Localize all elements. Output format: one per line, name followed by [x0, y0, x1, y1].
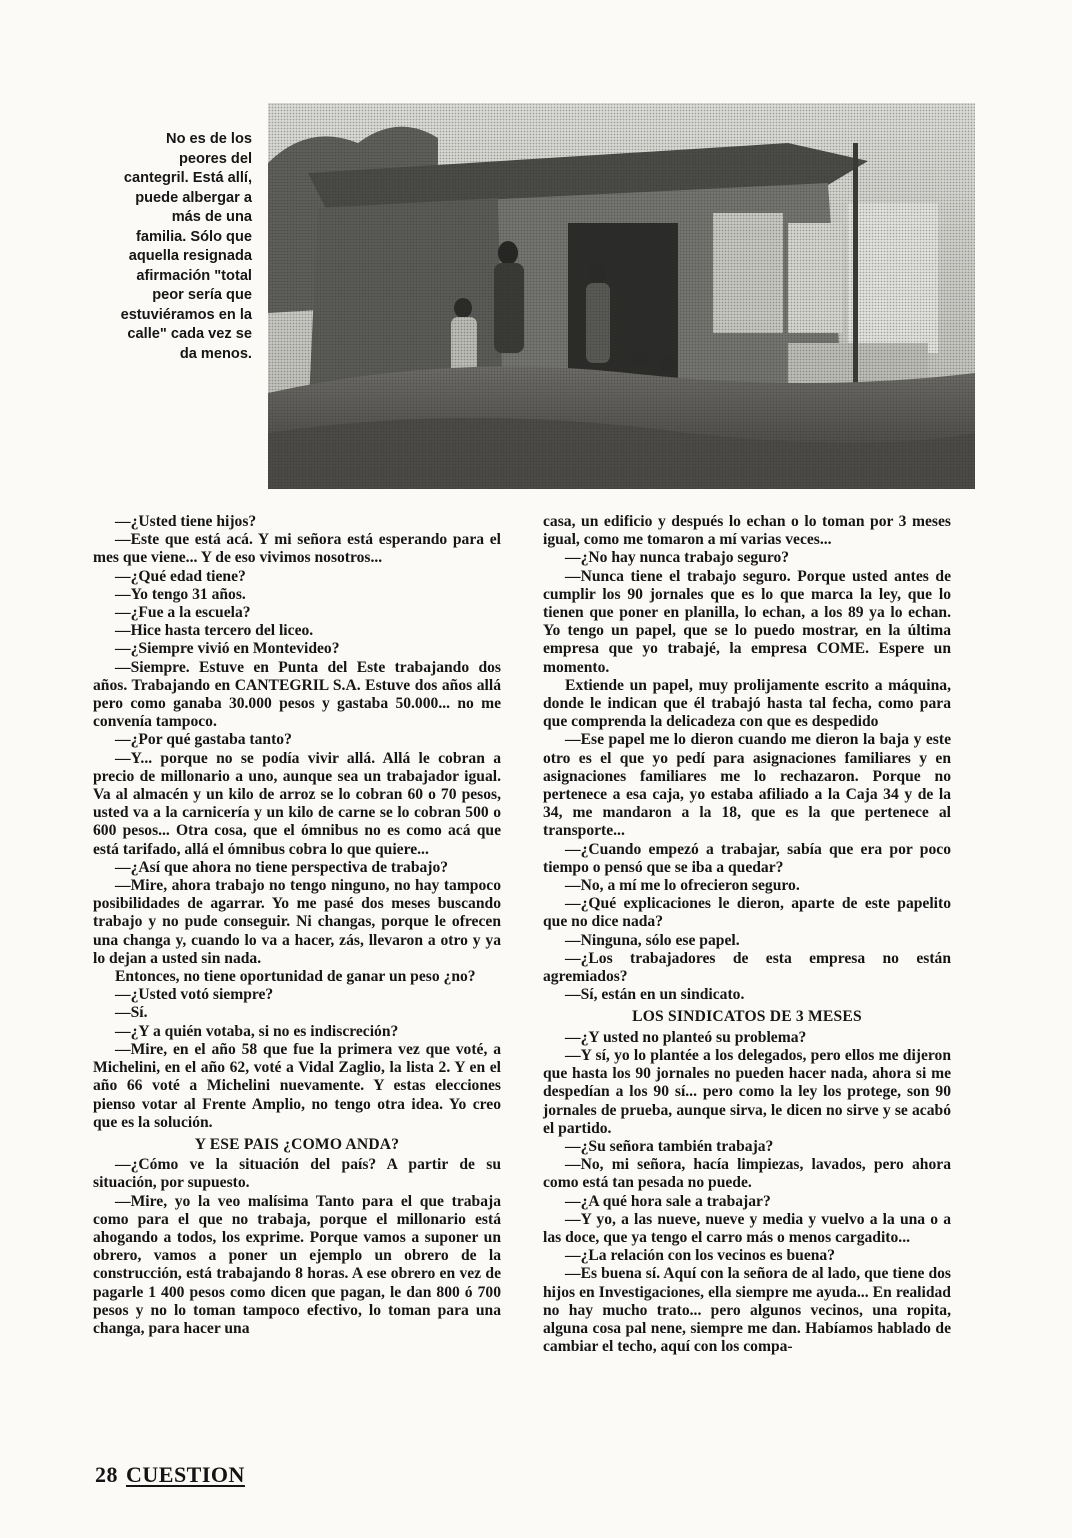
paragraph: —Nunca tiene el trabajo seguro. Porque usted antes de cumplir los 90 jornales que es lo que marca la ley, que lo tienen que poner en planilla, lo echan, a los 89 ya lo echan. Yo tengo un papel, que se lo puedo mostrar, en la última empresa que yo trabajé, la empresa COME. Espere un momento. [543, 567, 951, 676]
paragraph: —Ninguna, sólo ese papel. [565, 931, 740, 949]
paragraph: —¿La relación con los vecinos es buena? [565, 1247, 836, 1265]
magazine-title: CUESTION [126, 1462, 245, 1487]
paragraph: —Es buena sí. Aquí con la señora de al lado, que tiene dos hijos en Investigaciones, ella siempre me ayuda... En realidad no hay mucho trato... pero algunos vecinos, una ropita, alguna cosa pal nene, siempre me dan. Habíamos hablado de cambiar el techo, aquí con los compa- [543, 1265, 951, 1356]
paragraph: —Yo tengo 31 años. [115, 585, 246, 603]
paragraph: —¿Qué explicaciones le dieron, aparte de este papelito que no dice nada? [543, 895, 951, 931]
paragraph: Extiende un papel, muy prolijamente escrito a máquina, donde le indican que él trabajó hasta tal fecha, como para que comprenda la delicadeza con que es despedido [543, 676, 951, 731]
paragraph: —¿No hay nunca trabajo seguro? [565, 549, 790, 567]
paragraph: —¿A qué hora sale a trabajar? [565, 1192, 771, 1210]
paragraph: —Sí. [115, 1004, 148, 1022]
paragraph: —Y yo, a las nueve, nueve y media y vuelvo a la una o a las doce, que ya tengo el carro más o menos cargadito... [543, 1210, 951, 1246]
paragraph: —Sí, están en un sindicato. [565, 986, 745, 1004]
paragraph: —No, a mí me lo ofrecieron seguro. [565, 877, 800, 895]
paragraph: —¿Y usted no planteó su problema? [565, 1028, 807, 1046]
paragraph: —¿Qué edad tiene? [115, 567, 246, 585]
article-left-column [93, 513, 501, 1338]
article-right-column [543, 513, 951, 1356]
paragraph: —Ese papel me lo dieron cuando me dieron la baja y este otro es el que yo pedí para asignaciones familiares y en asignaciones familiares me lo rechazaron. Porque no pertenece a esa caja, yo estaba afiliado a la Caja 34 y de la 34, me mandaron a la 18, que es la que pertenece al transporte... [543, 731, 951, 840]
paragraph: —¿Por qué gastaba tanto? [115, 731, 292, 749]
shantytown-house-photo-icon [268, 103, 975, 489]
paragraph: —¿Siempre vivió en Montevideo? [115, 640, 340, 658]
paragraph: —¿Así que ahora no tiene perspectiva de trabajo? [115, 858, 449, 876]
photo-caption: No es de los peores del cantegril. Está allí, puede albergar a más de una familia. Sólo que aquella resignada afirmación "total peor sería que estuviéramos en la calle" cada vez se da menos. [120, 131, 252, 362]
paragraph: casa, un edificio y después lo echan o lo toman por 3 meses igual, como me tomaron a mí varias veces... [543, 513, 951, 549]
section-heading: LOS SINDICATOS DE 3 MESES [632, 1008, 862, 1026]
paragraph: —Este que está acá. Y mi señora está esperando para el mes que viene... Y de eso vivimos nosotros... [93, 531, 501, 567]
paragraph: —Siempre. Estuve en Punta del Este trabajando dos años. Trabajando en CANTEGRIL S.A. Estuve dos años allá pero como ganaba 30.000 pesos y gastaba 50.000... no me convenía tampoco. [93, 658, 501, 731]
paragraph: —¿Usted votó siempre? [115, 986, 274, 1004]
paragraph: —Y sí, yo lo plantée a los delegados, pero ellos me dijeron que hasta los 90 jornales no pueden hacer nada, ahora si me despedían a los 90 sí... pero como la ley los protege, son 90 jornales de prueba, aunque sirva, le dicen no sirve y se acabó el partido. [543, 1046, 951, 1137]
paragraph: —No, mi señora, hacía limpiezas, lavados, pero ahora como está tan pesada no puede. [543, 1156, 951, 1192]
paragraph: —¿Fue a la escuela? [115, 604, 251, 622]
paragraph: —¿Cómo ve la situación del país? A partir de su situación, por supuesto. [93, 1156, 501, 1192]
paragraph: —Mire, yo la veo malísima Tanto para el que trabaja como para el que no trabaja, porque el millonario está ahogando a todos, los exprime. Porque vamos a suponer un obrero, vamos a poner un ejemplo un obrero de la construcción, está trabajando 8 horas. A ese obrero en vez de pagarle 1 400 pesos como dicen que pagan, le dan 800 ó 700 pesos y no lo toman tampoco efectivo, lo toman para una changa, para hacer una [93, 1192, 501, 1337]
paragraph: —¿Y a quién votaba, si no es indiscreción? [115, 1022, 399, 1040]
paragraph: —Mire, ahora trabajo no tengo ninguno, no hay tampoco posibilidades de agarrar. Yo me pasé dos meses buscando trabajo y no pude conseguir. Ni changas, porque le ofrecen una changa y, cuando lo va a hacer, zás, llevaron a otro y ya lo dejan a usted sin nada. [93, 877, 501, 967]
paragraph: —¿Usted tiene hijos? [115, 513, 257, 530]
page-footer [95, 1462, 245, 1488]
page-number: 28 [95, 1462, 118, 1487]
paragraph: —Mire, en el año 58 que fue la primera vez que voté, a Michelini, en el año 62, voté a Vidal Zaglio, la lista 2. Y en el año 66 voté a Michelini nuevamente. Y estas elecciones pienso votar al Frente Amplio, no tengo otra idea. Yo creo que es la solución. [93, 1040, 501, 1131]
section-heading: Y ESE PAIS ¿COMO ANDA? [194, 1135, 400, 1153]
paragraph: —¿Su señora también trabaja? [565, 1137, 774, 1155]
paragraph: Entonces, no tiene oportunidad de ganar un peso ¿no? [115, 968, 476, 986]
paragraph: —¿Los trabajadores de esta empresa no están agremiados? [543, 949, 951, 986]
paragraph: —Hice hasta tercero del liceo. [115, 622, 314, 640]
paragraph: —Y... porque no se podía vivir allá. Allá le cobran a precio de millonario a uno, aunque sea un trabajador igual. Va al almacén y un kilo de arroz se lo cobran 60 o 70 pesos, usted va a la carnicería y un kilo de carne se lo cobran 500 o 600 pesos... Otra cosa, que el ómnibus no es como acá que está tarifado, allá el ómnibus cobra lo que quiere... [93, 749, 501, 858]
paragraph: —¿Cuando empezó a trabajar, sabía que era por poco tiempo o pensó que se iba a quedar? [543, 840, 951, 876]
